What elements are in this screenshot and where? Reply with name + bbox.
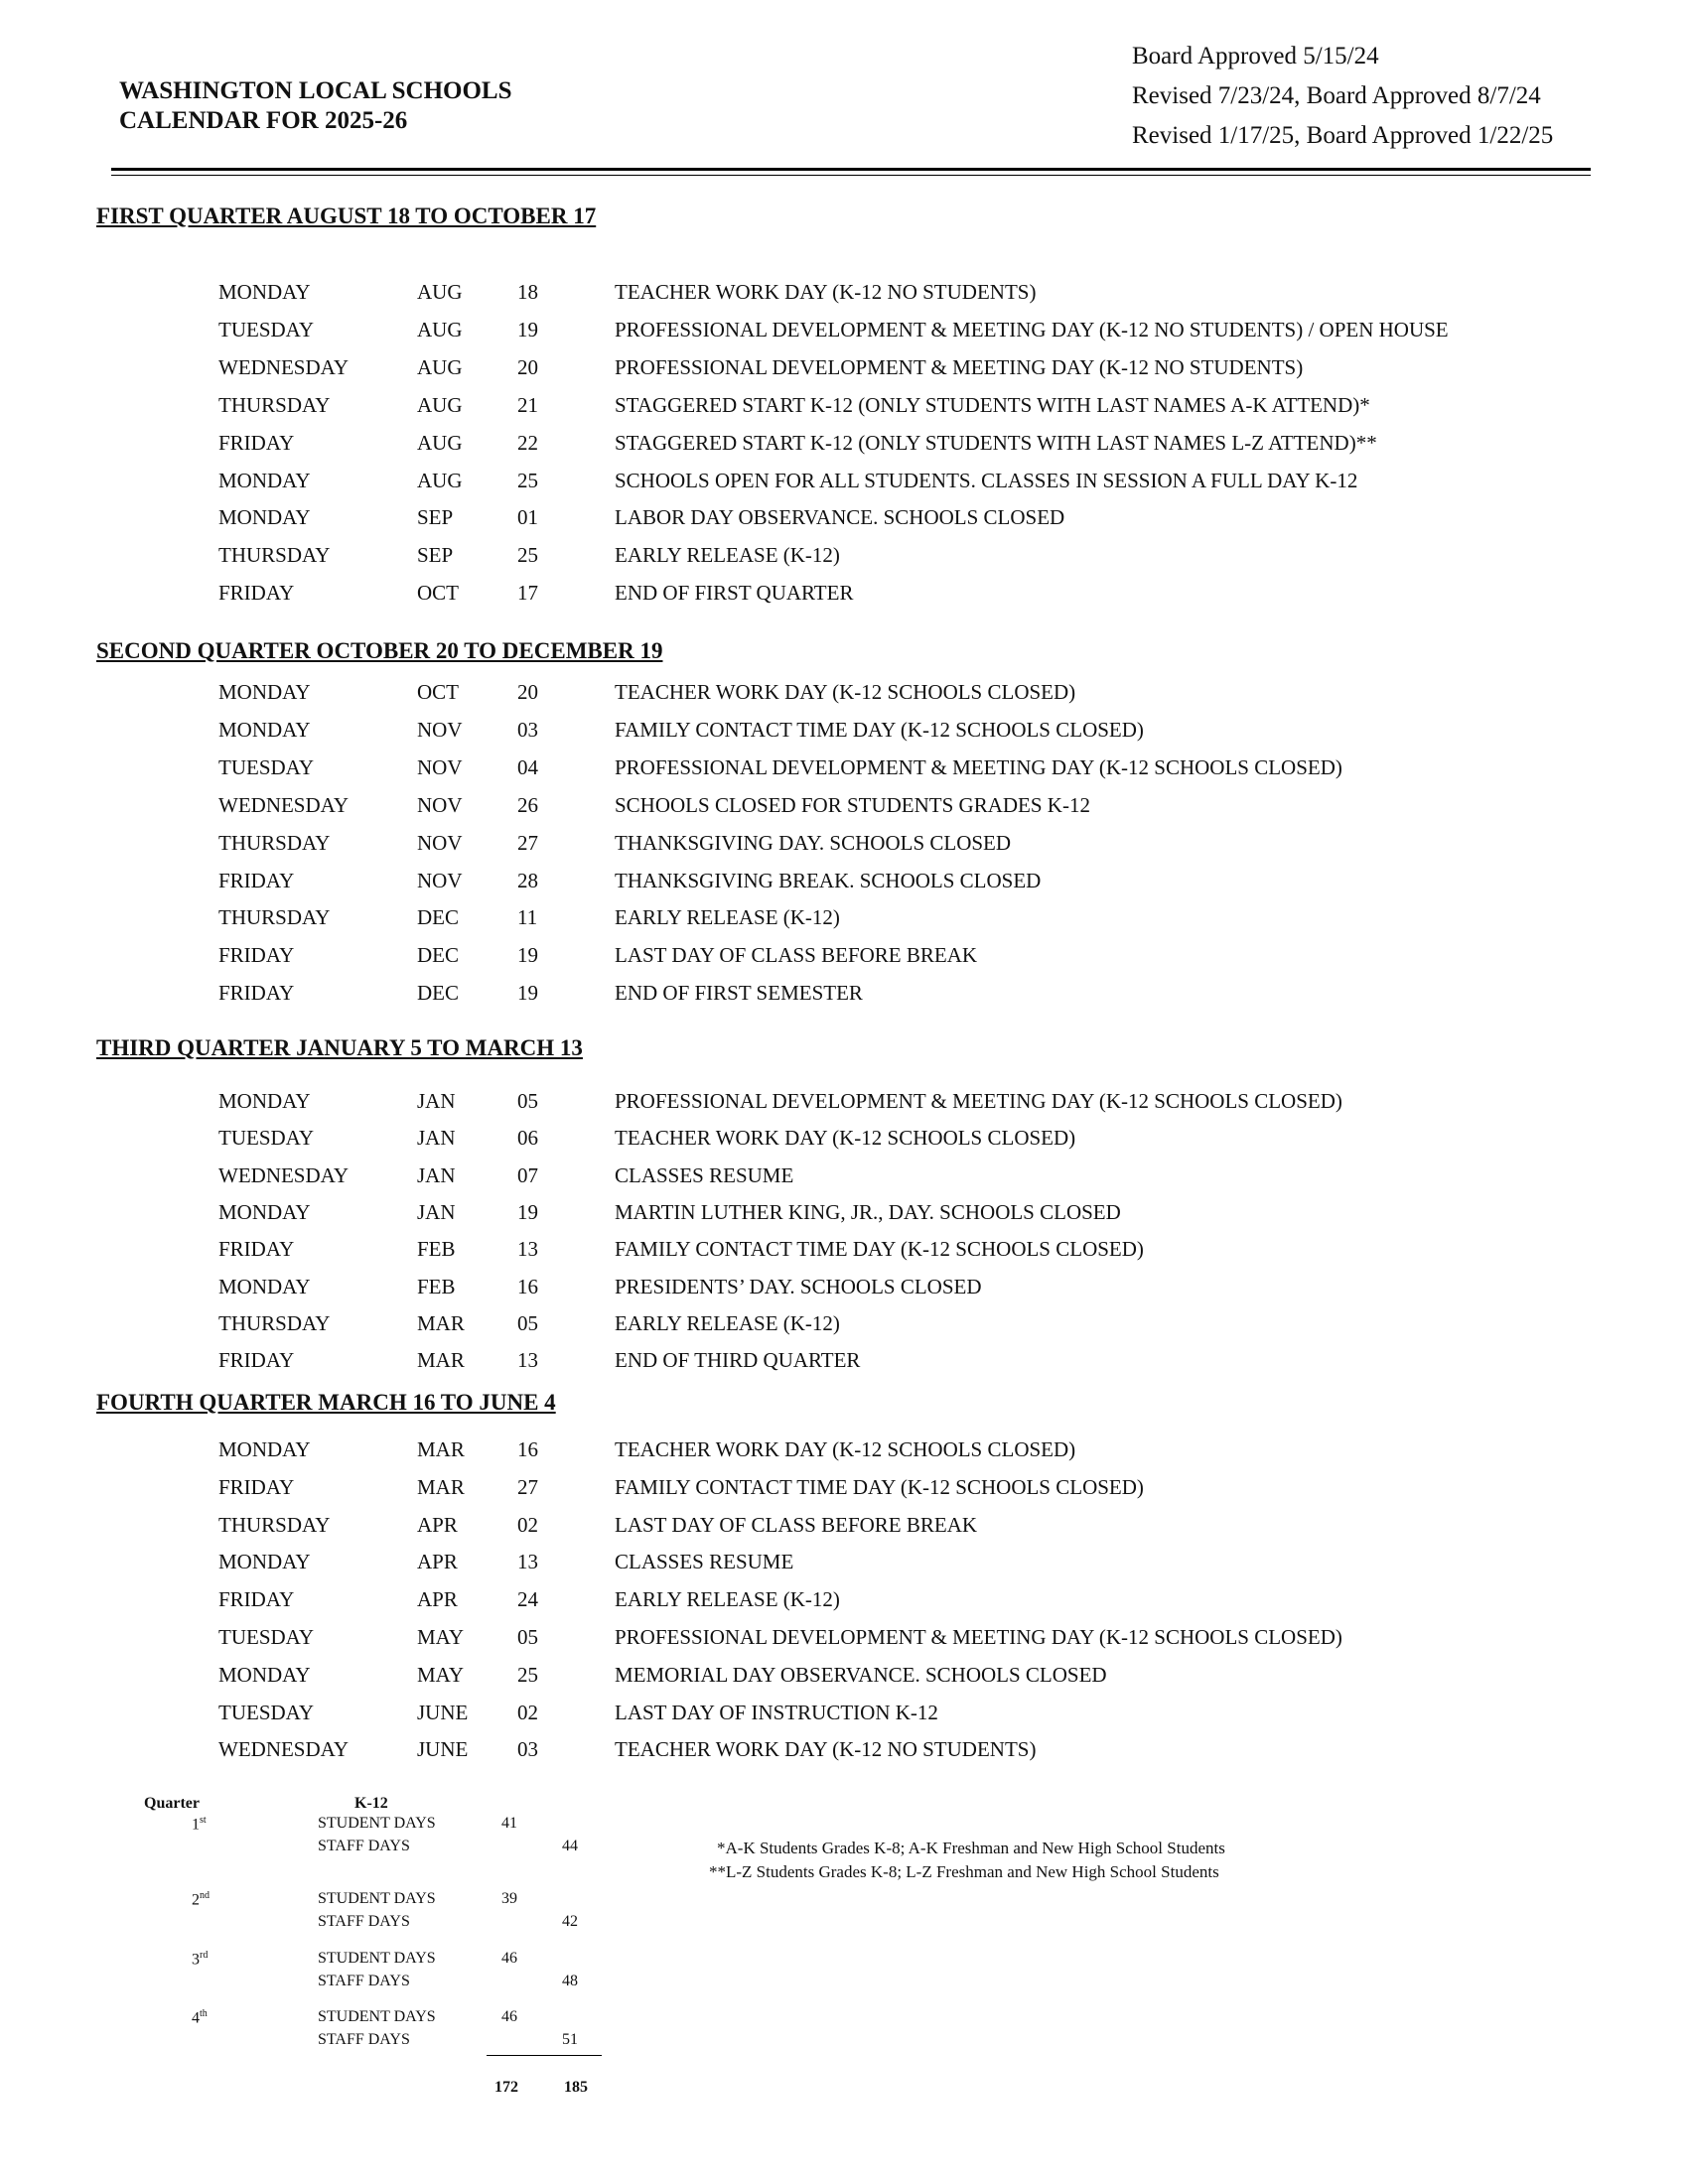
date-cell: 19 xyxy=(517,981,538,1006)
calendar-row xyxy=(0,1587,1688,1617)
staff-days-label: STAFF DAYS xyxy=(318,2031,410,2048)
weekday-cell: FRIDAY xyxy=(218,1348,295,1373)
weekday-cell: FRIDAY xyxy=(218,581,295,606)
date-cell: 19 xyxy=(517,1199,538,1224)
k12-header: K-12 xyxy=(354,1795,388,1812)
event-cell: TEACHER WORK DAY (K-12 SCHOOLS CLOSED) xyxy=(615,1437,1076,1461)
month-cell: DEC xyxy=(417,981,459,1006)
quarter-number: 4 xyxy=(192,2009,200,2027)
event-cell: LAST DAY OF CLASS BEFORE BREAK xyxy=(615,1512,978,1537)
month-cell: NOV xyxy=(417,754,463,779)
date-cell: 02 xyxy=(517,1700,538,1724)
staff-days-value: 48 xyxy=(562,1973,578,1989)
student-days-value: 39 xyxy=(501,1890,517,1907)
date-cell: 05 xyxy=(517,1310,538,1335)
weekday-cell: THURSDAY xyxy=(218,543,331,568)
calendar-row xyxy=(0,981,1688,1011)
staff-days-label: STAFF DAYS xyxy=(318,1838,410,1854)
calendar-row xyxy=(0,1311,1688,1341)
weekday-cell: MONDAY xyxy=(218,505,311,530)
quarter-number: 2 xyxy=(192,1891,200,1909)
event-cell: END OF FIRST SEMESTER xyxy=(615,981,863,1006)
weekday-cell: MONDAY xyxy=(218,1437,311,1461)
event-cell: EARLY RELEASE (K-12) xyxy=(615,1587,840,1612)
weekday-cell: MONDAY xyxy=(218,1274,311,1298)
weekday-cell: MONDAY xyxy=(218,468,311,492)
student-days-value: 41 xyxy=(501,1815,517,1832)
month-cell: JAN xyxy=(417,1162,456,1187)
staff-days-value: 44 xyxy=(562,1838,578,1854)
calendar-row xyxy=(0,280,1688,310)
calendar-row xyxy=(0,905,1688,935)
student-days-label: STUDENT DAYS xyxy=(318,1815,436,1832)
calendar-row xyxy=(0,1237,1688,1267)
quarter-ordinal xyxy=(192,1950,208,1969)
weekday-cell: TUESDAY xyxy=(218,317,315,341)
event-cell: LAST DAY OF CLASS BEFORE BREAK xyxy=(615,943,978,968)
weekday-cell: WEDNESDAY xyxy=(218,792,350,817)
calendar-row xyxy=(0,718,1688,748)
event-cell: PROFESSIONAL DEVELOPMENT & MEETING DAY (K-12 NO STUDENTS) / OPEN HOUSE xyxy=(615,317,1449,341)
calendar-row xyxy=(0,1200,1688,1230)
calendar-row xyxy=(0,1163,1688,1193)
event-cell: TEACHER WORK DAY (K-12 SCHOOLS CLOSED) xyxy=(615,680,1076,704)
quarter-heading: THIRD QUARTER JANUARY 5 TO MARCH 13 xyxy=(96,1035,583,1060)
month-cell: OCT xyxy=(417,581,459,606)
weekday-cell: FRIDAY xyxy=(218,430,295,455)
calendar-row xyxy=(0,1437,1688,1467)
date-cell: 25 xyxy=(517,468,538,492)
calendar-row xyxy=(0,355,1688,385)
event-cell: PROFESSIONAL DEVELOPMENT & MEETING DAY (K-12 SCHOOLS CLOSED) xyxy=(615,754,1342,779)
calendar-row xyxy=(0,1701,1688,1730)
date-cell: 03 xyxy=(517,717,538,742)
event-cell: PROFESSIONAL DEVELOPMENT & MEETING DAY (K-12 SCHOOLS CLOSED) xyxy=(615,1625,1342,1649)
month-cell: AUG xyxy=(417,317,463,341)
weekday-cell: TUESDAY xyxy=(218,1126,315,1151)
event-cell: END OF FIRST QUARTER xyxy=(615,581,854,606)
weekday-cell: MONDAY xyxy=(218,1089,311,1113)
month-cell: MAR xyxy=(417,1348,465,1373)
date-cell: 01 xyxy=(517,505,538,530)
date-cell: 05 xyxy=(517,1089,538,1113)
month-cell: AUG xyxy=(417,468,463,492)
calendar-row xyxy=(0,1475,1688,1505)
calendar-row xyxy=(0,1089,1688,1119)
weekday-cell: FRIDAY xyxy=(218,1474,295,1499)
month-cell: APR xyxy=(417,1512,458,1537)
weekday-cell: MONDAY xyxy=(218,680,311,704)
calendar-row xyxy=(0,1625,1688,1655)
quarter-heading: FOURTH QUARTER MARCH 16 TO JUNE 4 xyxy=(96,1390,556,1415)
event-cell: PROFESSIONAL DEVELOPMENT & MEETING DAY (K-12 NO STUDENTS) xyxy=(615,354,1304,379)
weekday-cell: TUESDAY xyxy=(218,1625,315,1649)
date-cell: 11 xyxy=(517,905,538,930)
date-cell: 20 xyxy=(517,354,538,379)
date-cell: 03 xyxy=(517,1737,538,1762)
event-cell: EARLY RELEASE (K-12) xyxy=(615,905,840,930)
event-cell: TEACHER WORK DAY (K-12 SCHOOLS CLOSED) xyxy=(615,1126,1076,1151)
weekday-cell: THURSDAY xyxy=(218,905,331,930)
event-cell: STAGGERED START K-12 (ONLY STUDENTS WITH LAST NAMES L-Z ATTEND)** xyxy=(615,430,1377,455)
month-cell: FEB xyxy=(417,1237,456,1262)
student-days-label: STUDENT DAYS xyxy=(318,1950,436,1967)
weekday-cell: THURSDAY xyxy=(218,830,331,855)
month-cell: AUG xyxy=(417,280,463,304)
date-cell: 27 xyxy=(517,1474,538,1499)
month-cell: SEP xyxy=(417,505,454,530)
quarter-ordinal xyxy=(192,1815,207,1834)
date-cell: 06 xyxy=(517,1126,538,1151)
calendar-row xyxy=(0,1550,1688,1579)
event-cell: FAMILY CONTACT TIME DAY (K-12 SCHOOLS CLOSED) xyxy=(615,717,1144,742)
date-cell: 22 xyxy=(517,430,538,455)
weekday-cell: FRIDAY xyxy=(218,1587,295,1612)
month-cell: MAR xyxy=(417,1474,465,1499)
student-days-label: STUDENT DAYS xyxy=(318,1890,436,1907)
date-cell: 04 xyxy=(517,754,538,779)
calendar-row xyxy=(0,581,1688,611)
month-cell: MAR xyxy=(417,1310,465,1335)
weekday-cell: WEDNESDAY xyxy=(218,354,350,379)
calendar-row xyxy=(0,793,1688,823)
header-rule-thick xyxy=(111,168,1591,171)
weekday-cell: MONDAY xyxy=(218,280,311,304)
event-cell: EARLY RELEASE (K-12) xyxy=(615,1310,840,1335)
student-days-label: STUDENT DAYS xyxy=(318,2008,436,2025)
approval-line-1: Board Approved 5/15/24 xyxy=(1132,43,1379,69)
event-cell: MEMORIAL DAY OBSERVANCE. SCHOOLS CLOSED xyxy=(615,1662,1107,1687)
month-cell: JUNE xyxy=(417,1700,469,1724)
calendar-row xyxy=(0,831,1688,861)
calendar-row xyxy=(0,1126,1688,1156)
calendar-row xyxy=(0,869,1688,898)
event-cell: TEACHER WORK DAY (K-12 NO STUDENTS) xyxy=(615,280,1037,304)
weekday-cell: TUESDAY xyxy=(218,1700,315,1724)
date-cell: 19 xyxy=(517,943,538,968)
calendar-row xyxy=(0,393,1688,423)
calendar-row xyxy=(0,680,1688,710)
staff-days-value: 42 xyxy=(562,1913,578,1930)
event-cell: END OF THIRD QUARTER xyxy=(615,1348,861,1373)
calendar-row xyxy=(0,543,1688,573)
month-cell: JAN xyxy=(417,1199,456,1224)
event-cell: PROFESSIONAL DEVELOPMENT & MEETING DAY (K-12 SCHOOLS CLOSED) xyxy=(615,1089,1342,1113)
date-cell: 02 xyxy=(517,1512,538,1537)
weekday-cell: TUESDAY xyxy=(218,754,315,779)
event-cell: THANKSGIVING DAY. SCHOOLS CLOSED xyxy=(615,830,1012,855)
student-days-value: 46 xyxy=(501,1950,517,1967)
quarter-header: Quarter xyxy=(144,1795,200,1812)
event-cell: FAMILY CONTACT TIME DAY (K-12 SCHOOLS CLOSED) xyxy=(615,1237,1144,1262)
quarter-heading: FIRST QUARTER AUGUST 18 TO OCTOBER 17 xyxy=(96,204,597,228)
ordinal-suffix: nd xyxy=(200,1890,210,1901)
month-cell: DEC xyxy=(417,905,459,930)
calendar-row xyxy=(0,1275,1688,1304)
calendar-row xyxy=(0,469,1688,498)
total-staff-days: 185 xyxy=(564,2079,588,2096)
month-cell: APR xyxy=(417,1550,458,1574)
date-cell: 13 xyxy=(517,1550,538,1574)
weekday-cell: FRIDAY xyxy=(218,868,295,892)
month-cell: NOV xyxy=(417,830,463,855)
quarter-number: 3 xyxy=(192,1951,200,1969)
approval-line-2: Revised 7/23/24, Board Approved 8/7/24 xyxy=(1132,82,1541,109)
event-cell: THANKSGIVING BREAK. SCHOOLS CLOSED xyxy=(615,868,1042,892)
month-cell: OCT xyxy=(417,680,459,704)
footnote-l-z: **L-Z Students Grades K-8; L-Z Freshman and New High School Students xyxy=(709,1862,1219,1881)
total-rule xyxy=(487,2055,602,2056)
weekday-cell: FRIDAY xyxy=(218,981,295,1006)
event-cell: LABOR DAY OBSERVANCE. SCHOOLS CLOSED xyxy=(615,505,1065,530)
date-cell: 13 xyxy=(517,1348,538,1373)
month-cell: MAR xyxy=(417,1437,465,1461)
calendar-row xyxy=(0,1663,1688,1693)
event-cell: SCHOOLS OPEN FOR ALL STUDENTS. CLASSES IN SESSION A FULL DAY K-12 xyxy=(615,468,1358,492)
weekday-cell: FRIDAY xyxy=(218,943,295,968)
event-cell: SCHOOLS CLOSED FOR STUDENTS GRADES K-12 xyxy=(615,792,1090,817)
calendar-row xyxy=(0,755,1688,785)
calendar-row xyxy=(0,318,1688,347)
calendar-row xyxy=(0,943,1688,973)
event-cell: STAGGERED START K-12 (ONLY STUDENTS WITH LAST NAMES A-K ATTEND)* xyxy=(615,392,1370,417)
date-cell: 05 xyxy=(517,1625,538,1649)
weekday-cell: MONDAY xyxy=(218,1662,311,1687)
weekday-cell: MONDAY xyxy=(218,717,311,742)
quarter-heading: SECOND QUARTER OCTOBER 20 TO DECEMBER 19 xyxy=(96,638,663,663)
school-name: WASHINGTON LOCAL SCHOOLS xyxy=(119,77,512,104)
event-cell: LAST DAY OF INSTRUCTION K-12 xyxy=(615,1700,938,1724)
month-cell: NOV xyxy=(417,717,463,742)
event-cell: FAMILY CONTACT TIME DAY (K-12 SCHOOLS CLOSED) xyxy=(615,1474,1144,1499)
weekday-cell: THURSDAY xyxy=(218,1310,331,1335)
month-cell: JAN xyxy=(417,1126,456,1151)
staff-days-value: 51 xyxy=(562,2031,578,2048)
date-cell: 28 xyxy=(517,868,538,892)
month-cell: AUG xyxy=(417,354,463,379)
header-rule-thin xyxy=(111,175,1591,176)
date-cell: 19 xyxy=(517,317,538,341)
event-cell: EARLY RELEASE (K-12) xyxy=(615,543,840,568)
weekday-cell: WEDNESDAY xyxy=(218,1162,350,1187)
ordinal-suffix: st xyxy=(200,1815,207,1826)
date-cell: 16 xyxy=(517,1437,538,1461)
month-cell: JAN xyxy=(417,1089,456,1113)
event-cell: MARTIN LUTHER KING, JR., DAY. SCHOOLS CLOSED xyxy=(615,1199,1121,1224)
month-cell: MAY xyxy=(417,1625,465,1649)
staff-days-label: STAFF DAYS xyxy=(318,1913,410,1930)
month-cell: NOV xyxy=(417,792,463,817)
quarter-number: 1 xyxy=(192,1816,200,1834)
ordinal-suffix: rd xyxy=(200,1950,209,1961)
calendar-row xyxy=(0,1513,1688,1543)
date-cell: 21 xyxy=(517,392,538,417)
date-cell: 25 xyxy=(517,1662,538,1687)
month-cell: NOV xyxy=(417,868,463,892)
date-cell: 20 xyxy=(517,680,538,704)
calendar-row xyxy=(0,1737,1688,1767)
date-cell: 07 xyxy=(517,1162,538,1187)
calendar-row xyxy=(0,505,1688,535)
quarter-ordinal xyxy=(192,1890,210,1909)
date-cell: 16 xyxy=(517,1274,538,1298)
date-cell: 18 xyxy=(517,280,538,304)
date-cell: 13 xyxy=(517,1237,538,1262)
month-cell: FEB xyxy=(417,1274,456,1298)
event-cell: PRESIDENTS’ DAY. SCHOOLS CLOSED xyxy=(615,1274,982,1298)
student-days-value: 46 xyxy=(501,2008,517,2025)
event-cell: TEACHER WORK DAY (K-12 NO STUDENTS) xyxy=(615,1737,1037,1762)
date-cell: 25 xyxy=(517,543,538,568)
month-cell: JUNE xyxy=(417,1737,469,1762)
approval-line-3: Revised 1/17/25, Board Approved 1/22/25 xyxy=(1132,122,1554,149)
month-cell: AUG xyxy=(417,430,463,455)
month-cell: APR xyxy=(417,1587,458,1612)
weekday-cell: THURSDAY xyxy=(218,1512,331,1537)
weekday-cell: MONDAY xyxy=(218,1199,311,1224)
month-cell: SEP xyxy=(417,543,454,568)
month-cell: DEC xyxy=(417,943,459,968)
weekday-cell: FRIDAY xyxy=(218,1237,295,1262)
date-cell: 17 xyxy=(517,581,538,606)
calendar-row xyxy=(0,1348,1688,1378)
date-cell: 27 xyxy=(517,830,538,855)
ordinal-suffix: th xyxy=(200,2008,208,2019)
weekday-cell: MONDAY xyxy=(218,1550,311,1574)
month-cell: MAY xyxy=(417,1662,465,1687)
calendar-row xyxy=(0,431,1688,461)
calendar-title: CALENDAR FOR 2025-26 xyxy=(119,107,408,134)
event-cell: CLASSES RESUME xyxy=(615,1550,794,1574)
total-student-days: 172 xyxy=(494,2079,518,2096)
date-cell: 24 xyxy=(517,1587,538,1612)
weekday-cell: WEDNESDAY xyxy=(218,1737,350,1762)
month-cell: AUG xyxy=(417,392,463,417)
quarter-ordinal xyxy=(192,2008,208,2027)
weekday-cell: THURSDAY xyxy=(218,392,331,417)
staff-days-label: STAFF DAYS xyxy=(318,1973,410,1989)
date-cell: 26 xyxy=(517,792,538,817)
footnote-a-k: *A-K Students Grades K-8; A-K Freshman and New High School Students xyxy=(717,1839,1225,1857)
event-cell: CLASSES RESUME xyxy=(615,1162,794,1187)
